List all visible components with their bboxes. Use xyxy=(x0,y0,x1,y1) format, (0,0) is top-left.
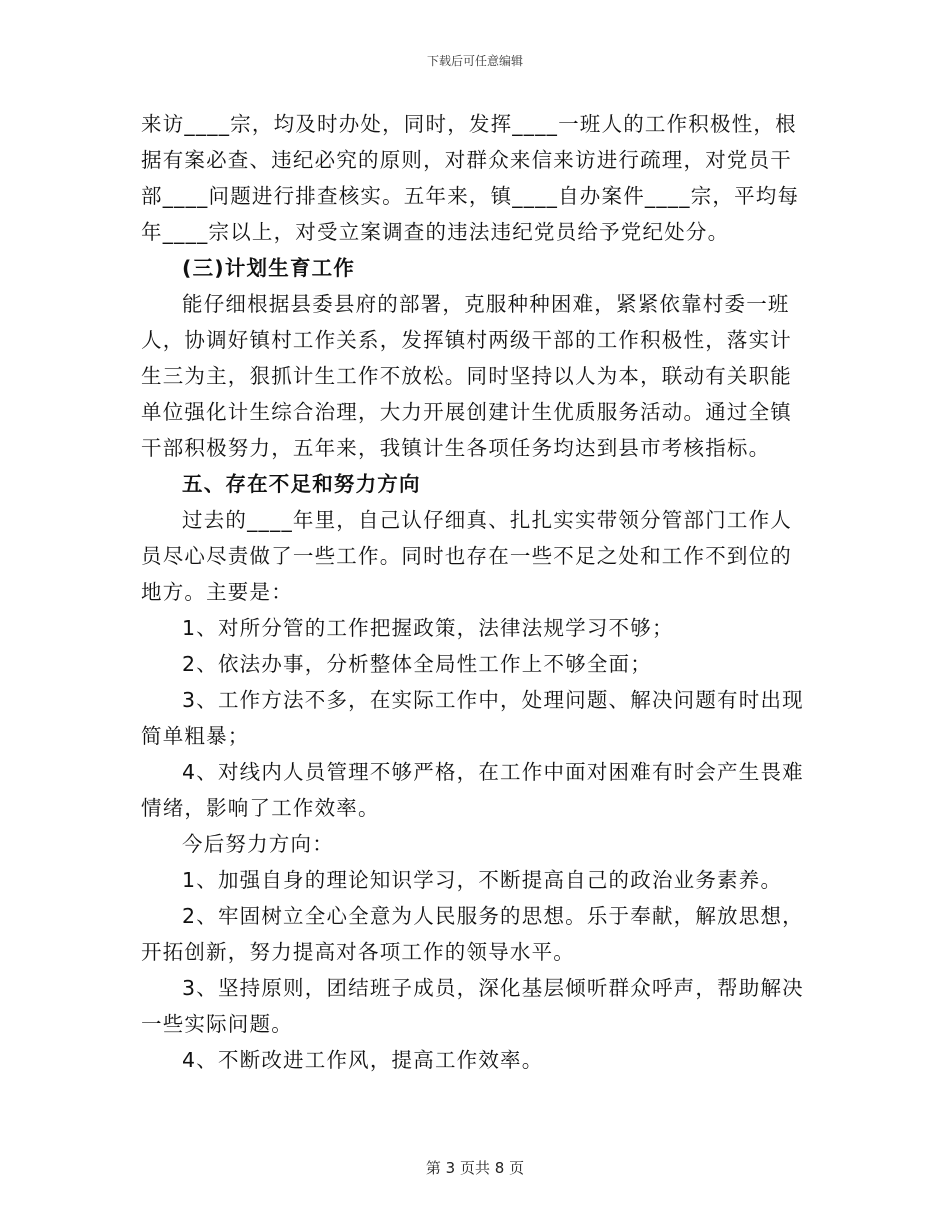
list-item-shortcoming-3: 3、工作方法不多，在实际工作中，处理问题、解决问题有时出现简单粗暴； xyxy=(141,688,804,748)
list-item-direction-3: 3、坚持原则，团结班子成员，深化基层倾听群众呼声，帮助解决一些实际问题。 xyxy=(141,976,804,1036)
list-item-shortcoming-2: 2、依法办事，分析整体全局性工作上不够全面； xyxy=(182,652,652,676)
list-item-direction-4: 4、不断改进工作风，提高工作效率。 xyxy=(182,1048,544,1072)
paragraph-petition-handling: 来访____宗，均及时办处，同时，发挥____一班人的工作积极性，根据有案必查、违纪必究的原则，对群众来信来访进行疏理，对党员干部____问题进行排查核实。五年来，镇____自办案件____宗，平均每年____宗以上，对受立案调查的违法违纪党员给予党纪处分。 xyxy=(141,112,800,244)
subheading-future-direction: 今后努力方向： xyxy=(182,832,334,856)
list-item-direction-1: 1、加强自身的理论知识学习，不断提高自己的政治业务素养。 xyxy=(182,868,783,892)
paragraph-family-planning: 能仔细根据县委县府的部署，克服种种困难，紧紧依靠村委一班人，协调好镇村工作关系，发挥镇村两级干部的工作积极性，落实计生三为主，狠抓计生工作不放松。同时坚持以人为本，联动有关职能单位强化计生综合治理，大力开展创建计生优质服务活动。通过全镇干部积极努力，五年来，我镇计生各项任务均达到县市考核指标。 xyxy=(141,292,792,460)
section-heading-family-planning: (三)计划生育工作 xyxy=(182,256,356,280)
list-item-shortcoming-4: 4、对线内人员管理不够严格，在工作中面对困难有时会产生畏难情绪，影响了工作效率。 xyxy=(141,760,804,820)
page-header: 下载后可任意编辑 xyxy=(426,54,523,68)
page-footer: 第 3 页共 8 页 xyxy=(425,1159,525,1177)
section-heading-shortcomings: 五、存在不足和努力方向 xyxy=(182,472,421,496)
paragraph-shortcomings-intro: 过去的____年里，自己认仔细真、扎扎实实带领分管部门工作人员尽心尽责做了一些工作。同时也存在一些不足之处和工作不到位的地方。主要是： xyxy=(141,508,792,604)
list-item-shortcoming-1: 1、对所分管的工作把握政策，法律法规学习不够； xyxy=(182,616,674,640)
document-body xyxy=(141,106,809,1078)
list-item-direction-2: 2、牢固树立全心全意为人民服务的思想。乐于奉献，解放思想，开拓创新，努力提高对各项工作的领导水平。 xyxy=(141,904,804,964)
